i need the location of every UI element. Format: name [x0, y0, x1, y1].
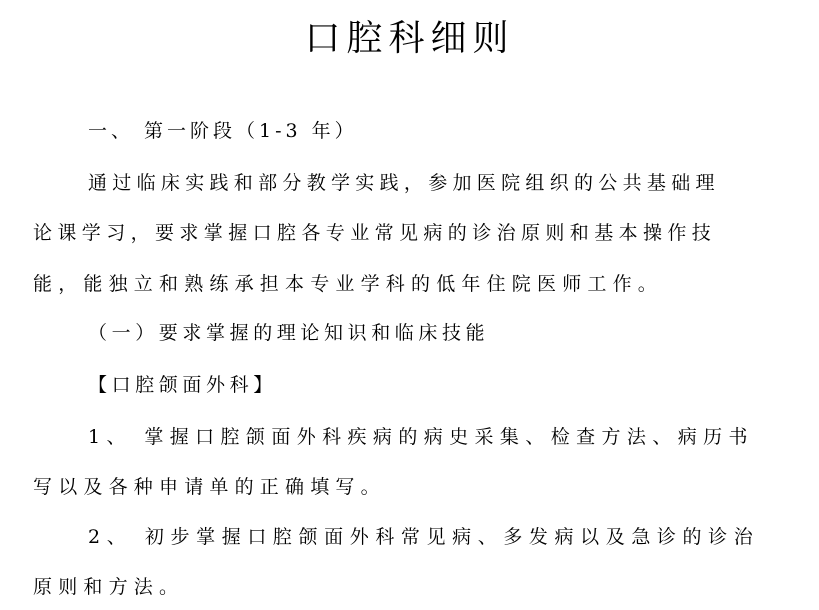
section-heading: 一、 第一阶段（1-3 年） [88, 120, 358, 142]
list-item-line: 原则和方法。 [33, 576, 185, 598]
paragraph-line: 论课学习，要求掌握口腔各专业常见病的诊治原则和基本操作技 [33, 222, 717, 244]
subsection-heading: （一）要求掌握的理论知识和临床技能 [88, 322, 490, 344]
paragraph-line: 能，能独立和熟练承担本专业学科的低年住院医师工作。 [33, 273, 664, 295]
list-item-line: 2、 初步掌握口腔颌面外科常见病、多发病以及急诊的诊治 [88, 526, 760, 548]
document-title: 口腔科细则 [304, 18, 515, 59]
list-item-line: 1、 掌握口腔颌面外科疾病的病史采集、检查方法、病历书 [88, 426, 754, 448]
paragraph-line: 通过临床实践和部分教学实践，参加医院组织的公共基础理 [88, 172, 720, 194]
category-heading: 【口腔颌面外科】 [88, 374, 277, 396]
list-item-line: 写以及各种申请单的正确填写。 [33, 476, 386, 498]
